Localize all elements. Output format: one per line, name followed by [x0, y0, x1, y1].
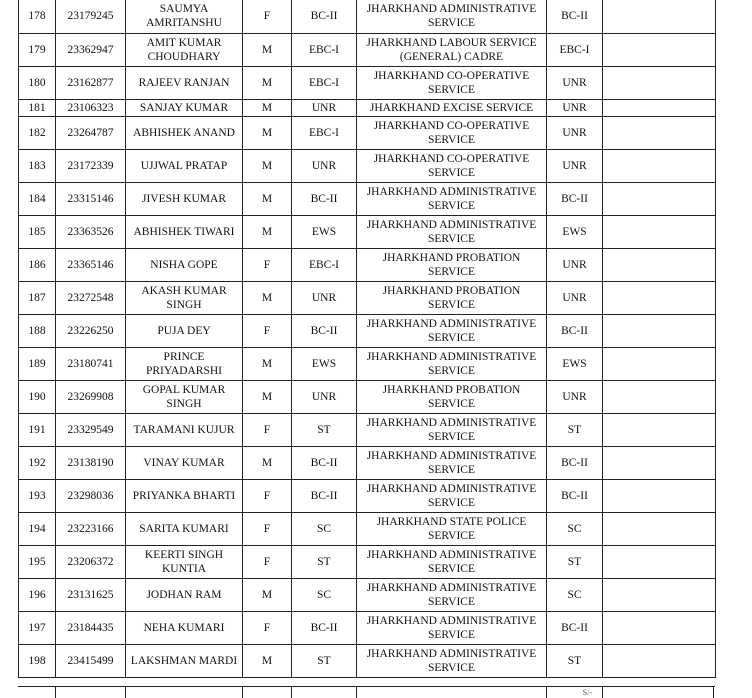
table-row [19, 66, 716, 99]
table-row [19, 281, 716, 314]
serial-number-cell: 192 [19, 446, 56, 479]
page-mark: S/- [582, 688, 592, 697]
candidate-name-cell: TARAMANI KUJUR [126, 413, 243, 446]
candidate-name-cell: NISHA GOPE [126, 248, 243, 281]
category-cell: ST [292, 644, 357, 677]
service-cell: JHARKHAND PROBATION SERVICE [357, 281, 547, 314]
category-cell: BC-II [292, 0, 357, 33]
candidate-name-cell: SAUMYA AMRITANSHU [126, 0, 243, 33]
category-cell: EBC-I [292, 33, 357, 66]
gender-cell: M [243, 182, 292, 215]
gender-cell: M [243, 215, 292, 248]
table-row [19, 248, 716, 281]
category-cell: SC [292, 578, 357, 611]
category-cell: ST [292, 413, 357, 446]
remark-cell [603, 479, 716, 512]
candidate-name-cell: PUJA DEY [126, 314, 243, 347]
serial-number-cell: 184 [19, 182, 56, 215]
allotted-category-cell: BC-II [547, 611, 603, 644]
candidate-name-cell: JIVESH KUMAR [126, 182, 243, 215]
remark-cell [603, 578, 716, 611]
remark-cell [603, 446, 716, 479]
allotted-category-cell: UNR [547, 99, 603, 116]
allotted-category-cell: UNR [547, 380, 603, 413]
remark-cell [603, 248, 716, 281]
serial-number-cell: 193 [19, 479, 56, 512]
roll-number-cell: 23365146 [56, 248, 126, 281]
gender-cell: M [243, 149, 292, 182]
gender-cell: F [243, 314, 292, 347]
category-cell: BC-II [292, 479, 357, 512]
service-cell: JHARKHAND ADMINISTRATIVE SERVICE [357, 446, 547, 479]
remark-cell [603, 545, 716, 578]
service-cell: JHARKHAND ADMINISTRATIVE SERVICE [357, 578, 547, 611]
candidate-name-cell: KEERTI SINGH KUNTIA [126, 545, 243, 578]
category-cell: SC [292, 512, 357, 545]
category-cell: EBC-I [292, 248, 357, 281]
roll-number-cell: 23329549 [56, 413, 126, 446]
candidate-name-cell: GOPAL KUMAR SINGH [126, 380, 243, 413]
allotted-category-cell: BC-II [547, 182, 603, 215]
service-cell: JHARKHAND ADMINISTRATIVE SERVICE [357, 479, 547, 512]
remark-cell [603, 512, 716, 545]
allotted-category-cell: EWS [547, 215, 603, 248]
roll-number-cell: 23315146 [56, 182, 126, 215]
allotted-category-cell: ST [547, 413, 603, 446]
gender-cell: M [243, 446, 292, 479]
candidate-name-cell: SARITA KUMARI [126, 512, 243, 545]
service-cell: JHARKHAND CO-OPERATIVE SERVICE [357, 66, 547, 99]
candidate-name-cell: ABHISHEK ANAND [126, 116, 243, 149]
table-row [19, 413, 716, 446]
table-row [19, 0, 716, 33]
serial-number-cell: 181 [19, 99, 56, 116]
remark-cell [603, 413, 716, 446]
table-row [19, 380, 716, 413]
allotted-category-cell: ST [547, 644, 603, 677]
serial-number-cell: 189 [19, 347, 56, 380]
candidate-name-cell: UJJWAL PRATAP [126, 149, 243, 182]
remark-cell [603, 0, 716, 33]
allotted-category-cell: UNR [547, 281, 603, 314]
service-cell: JHARKHAND ADMINISTRATIVE SERVICE [357, 644, 547, 677]
roll-number-cell: 23362947 [56, 33, 126, 66]
result-table [18, 0, 716, 678]
candidate-name-cell: NEHA KUMARI [126, 611, 243, 644]
category-cell: EBC-I [292, 66, 357, 99]
roll-number-cell: 23363526 [56, 215, 126, 248]
allotted-category-cell: UNR [547, 66, 603, 99]
service-cell: JHARKHAND ADMINISTRATIVE SERVICE [357, 0, 547, 33]
serial-number-cell: 190 [19, 380, 56, 413]
category-cell: EWS [292, 347, 357, 380]
category-cell: BC-II [292, 314, 357, 347]
category-cell: UNR [292, 380, 357, 413]
category-cell: UNR [292, 99, 357, 116]
remark-cell [603, 347, 716, 380]
remark-cell [603, 281, 716, 314]
serial-number-cell: 185 [19, 215, 56, 248]
roll-number-cell: 23172339 [56, 149, 126, 182]
gender-cell: F [243, 479, 292, 512]
serial-number-cell: 188 [19, 314, 56, 347]
service-cell: JHARKHAND ADMINISTRATIVE SERVICE [357, 314, 547, 347]
candidate-name-cell: PRIYANKA BHARTI [126, 479, 243, 512]
roll-number-cell: 23298036 [56, 479, 126, 512]
candidate-name-cell: VINAY KUMAR [126, 446, 243, 479]
remark-cell [603, 33, 716, 66]
remark-cell [603, 66, 716, 99]
gender-cell: F [243, 413, 292, 446]
category-cell: EWS [292, 215, 357, 248]
serial-number-cell: 197 [19, 611, 56, 644]
category-cell: BC-II [292, 182, 357, 215]
allotted-category-cell: UNR [547, 116, 603, 149]
remark-cell [603, 215, 716, 248]
service-cell: JHARKHAND CO-OPERATIVE SERVICE [357, 149, 547, 182]
service-cell: JHARKHAND EXCISE SERVICE [357, 99, 547, 116]
gender-cell: M [243, 281, 292, 314]
gender-cell: M [243, 33, 292, 66]
roll-number-cell: 23184435 [56, 611, 126, 644]
candidate-name-cell: AMIT KUMAR CHOUDHARY [126, 33, 243, 66]
remark-cell [603, 644, 716, 677]
serial-number-cell: 187 [19, 281, 56, 314]
service-cell: JHARKHAND PROBATION SERVICE [357, 248, 547, 281]
remark-cell [603, 116, 716, 149]
serial-number-cell: 194 [19, 512, 56, 545]
roll-number-cell: 23138190 [56, 446, 126, 479]
service-cell: JHARKHAND ADMINISTRATIVE SERVICE [357, 347, 547, 380]
candidate-name-cell: LAKSHMAN MARDI [126, 644, 243, 677]
remark-cell [603, 380, 716, 413]
allotted-category-cell: BC-II [547, 446, 603, 479]
service-cell: JHARKHAND ADMINISTRATIVE SERVICE [357, 215, 547, 248]
candidate-name-cell: SANJAY KUMAR [126, 99, 243, 116]
allotted-category-cell: SC [547, 512, 603, 545]
table-row [19, 314, 716, 347]
next-row-stub [18, 686, 715, 698]
roll-number-cell: 23106323 [56, 99, 126, 116]
gender-cell: F [243, 512, 292, 545]
allotted-category-cell: EWS [547, 347, 603, 380]
category-cell: ST [292, 545, 357, 578]
allotted-category-cell: SC [547, 578, 603, 611]
allotted-category-cell: BC-II [547, 314, 603, 347]
gender-cell: M [243, 644, 292, 677]
service-cell: JHARKHAND STATE POLICE SERVICE [357, 512, 547, 545]
gender-cell: M [243, 99, 292, 116]
remark-cell [603, 182, 716, 215]
allotted-category-cell: UNR [547, 149, 603, 182]
roll-number-cell: 23162877 [56, 66, 126, 99]
serial-number-cell: 196 [19, 578, 56, 611]
serial-number-cell: 180 [19, 66, 56, 99]
serial-number-cell: 198 [19, 644, 56, 677]
service-cell: JHARKHAND PROBATION SERVICE [357, 380, 547, 413]
gender-cell: F [243, 0, 292, 33]
allotted-category-cell: EBC-I [547, 33, 603, 66]
table-row [19, 116, 716, 149]
roll-number-cell: 23223166 [56, 512, 126, 545]
roll-number-cell: 23226250 [56, 314, 126, 347]
category-cell: BC-II [292, 446, 357, 479]
remark-cell [603, 149, 716, 182]
table-row [19, 479, 716, 512]
remark-cell [603, 99, 716, 116]
allotted-category-cell: UNR [547, 248, 603, 281]
remark-cell [603, 314, 716, 347]
table-row [19, 182, 716, 215]
service-cell: JHARKHAND ADMINISTRATIVE SERVICE [357, 413, 547, 446]
table-row [19, 578, 716, 611]
serial-number-cell: 191 [19, 413, 56, 446]
allotted-category-cell: BC-II [547, 0, 603, 33]
table-row [19, 215, 716, 248]
table-row [19, 446, 716, 479]
gender-cell: M [243, 66, 292, 99]
serial-number-cell: 195 [19, 545, 56, 578]
gender-cell: M [243, 578, 292, 611]
allotted-category-cell: BC-II [547, 479, 603, 512]
category-cell: BC-II [292, 611, 357, 644]
service-cell: JHARKHAND ADMINISTRATIVE SERVICE [357, 545, 547, 578]
serial-number-cell: 183 [19, 149, 56, 182]
candidate-name-cell: JODHAN RAM [126, 578, 243, 611]
category-cell: UNR [292, 149, 357, 182]
roll-number-cell: 23415499 [56, 644, 126, 677]
roll-number-cell: 23272548 [56, 281, 126, 314]
serial-number-cell: 178 [19, 0, 56, 33]
category-cell: EBC-I [292, 116, 357, 149]
candidate-name-cell: RAJEEV RANJAN [126, 66, 243, 99]
service-cell: JHARKHAND ADMINISTRATIVE SERVICE [357, 182, 547, 215]
table-row [19, 545, 716, 578]
candidate-name-cell: AKASH KUMAR SINGH [126, 281, 243, 314]
service-cell: JHARKHAND ADMINISTRATIVE SERVICE [357, 611, 547, 644]
roll-number-cell: 23179245 [56, 0, 126, 33]
roll-number-cell: 23264787 [56, 116, 126, 149]
service-cell: JHARKHAND LABOUR SERVICE (GENERAL) CADRE [357, 33, 547, 66]
gender-cell: F [243, 248, 292, 281]
table-row [19, 611, 716, 644]
table-row [19, 347, 716, 380]
gender-cell: M [243, 380, 292, 413]
candidate-name-cell: ABHISHEK TIWARI [126, 215, 243, 248]
table-row [19, 99, 716, 116]
table-row [19, 33, 716, 66]
table-body [19, 0, 716, 677]
category-cell: UNR [292, 281, 357, 314]
roll-number-cell: 23180741 [56, 347, 126, 380]
serial-number-cell: 179 [19, 33, 56, 66]
table-row [19, 644, 716, 677]
candidate-name-cell: PRINCE PRIYADARSHI [126, 347, 243, 380]
roll-number-cell: 23269908 [56, 380, 126, 413]
roll-number-cell: 23206372 [56, 545, 126, 578]
roll-number-cell: 23131625 [56, 578, 126, 611]
gender-cell: F [243, 611, 292, 644]
table-row [19, 512, 716, 545]
gender-cell: M [243, 116, 292, 149]
gender-cell: F [243, 545, 292, 578]
serial-number-cell: 182 [19, 116, 56, 149]
serial-number-cell: 186 [19, 248, 56, 281]
gender-cell: M [243, 347, 292, 380]
allotted-category-cell: ST [547, 545, 603, 578]
remark-cell [603, 611, 716, 644]
service-cell: JHARKHAND CO-OPERATIVE SERVICE [357, 116, 547, 149]
table-row [19, 149, 716, 182]
